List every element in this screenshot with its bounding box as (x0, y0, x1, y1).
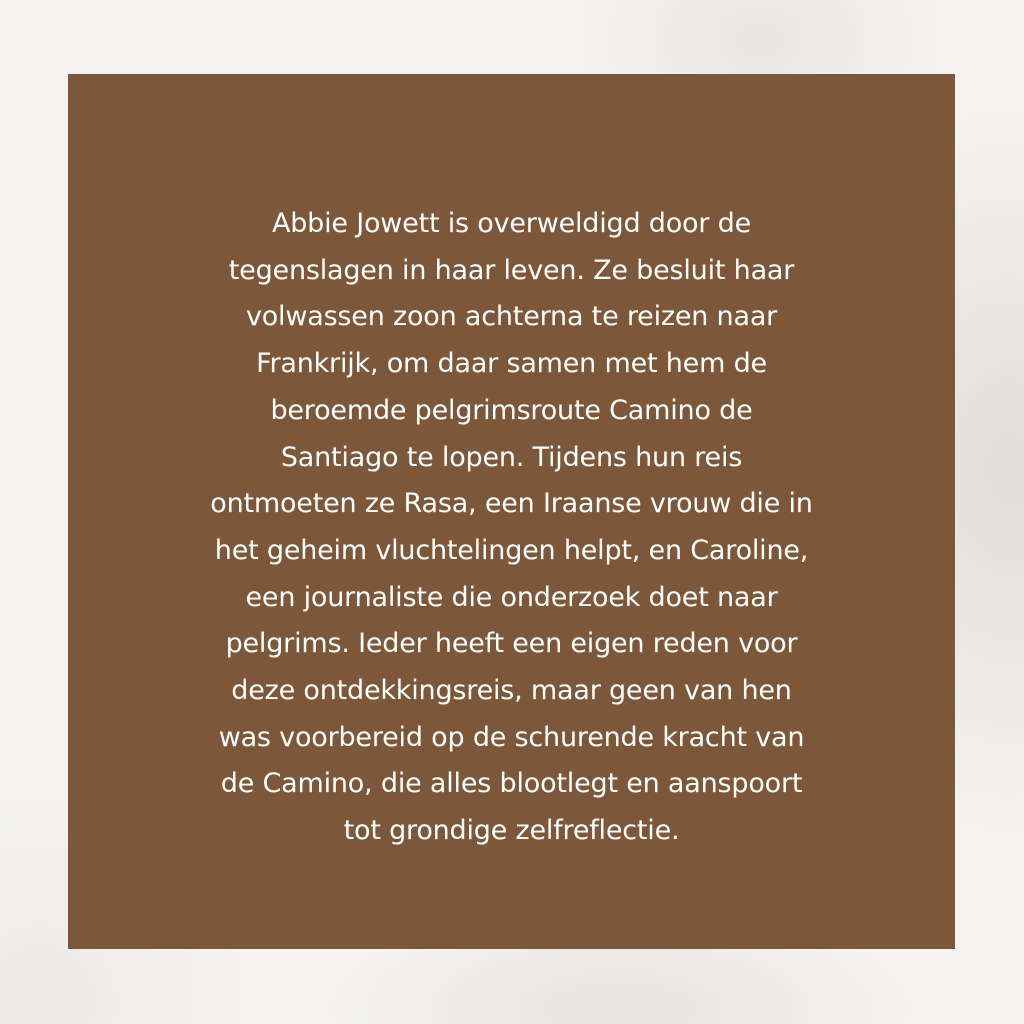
blurb-line: Abbie Jowett is overweldigd door de (271, 208, 752, 239)
blurb-line: was voorbereid op de schurende kracht van (218, 721, 805, 753)
blurb-line: tot grondige zelfreflectie. (343, 815, 680, 847)
blurb-line: beroemde pelgrimsroute Camino de (270, 394, 753, 426)
text-card (68, 74, 955, 949)
blurb-line: deze ontdekkingsreis, maar geen van hen (231, 675, 792, 707)
book-blurb (68, 201, 955, 855)
blurb-line: Frankrijk, om daar samen met hem de (256, 348, 767, 380)
blurb-line: een journaliste die onderzoek doet naar (245, 581, 778, 613)
blurb-line: tegenslagen in haar leven. Ze besluit haar (228, 254, 795, 286)
blurb-line: de Camino, die alles blootlegt en aanspoort (220, 768, 803, 800)
blurb-line: Santiago te lopen. Tijdens hun reis (280, 441, 743, 473)
blurb-line: ontmoeten ze Rasa, een Iraanse vrouw die in (210, 488, 813, 520)
blurb-line: het geheim vluchtelingen helpt, en Caroline, (214, 534, 809, 566)
blurb-line: volwassen zoon achterna te reizen naar (245, 301, 778, 333)
blurb-line: pelgrims. Ieder heeft een eigen reden voor (225, 628, 798, 660)
